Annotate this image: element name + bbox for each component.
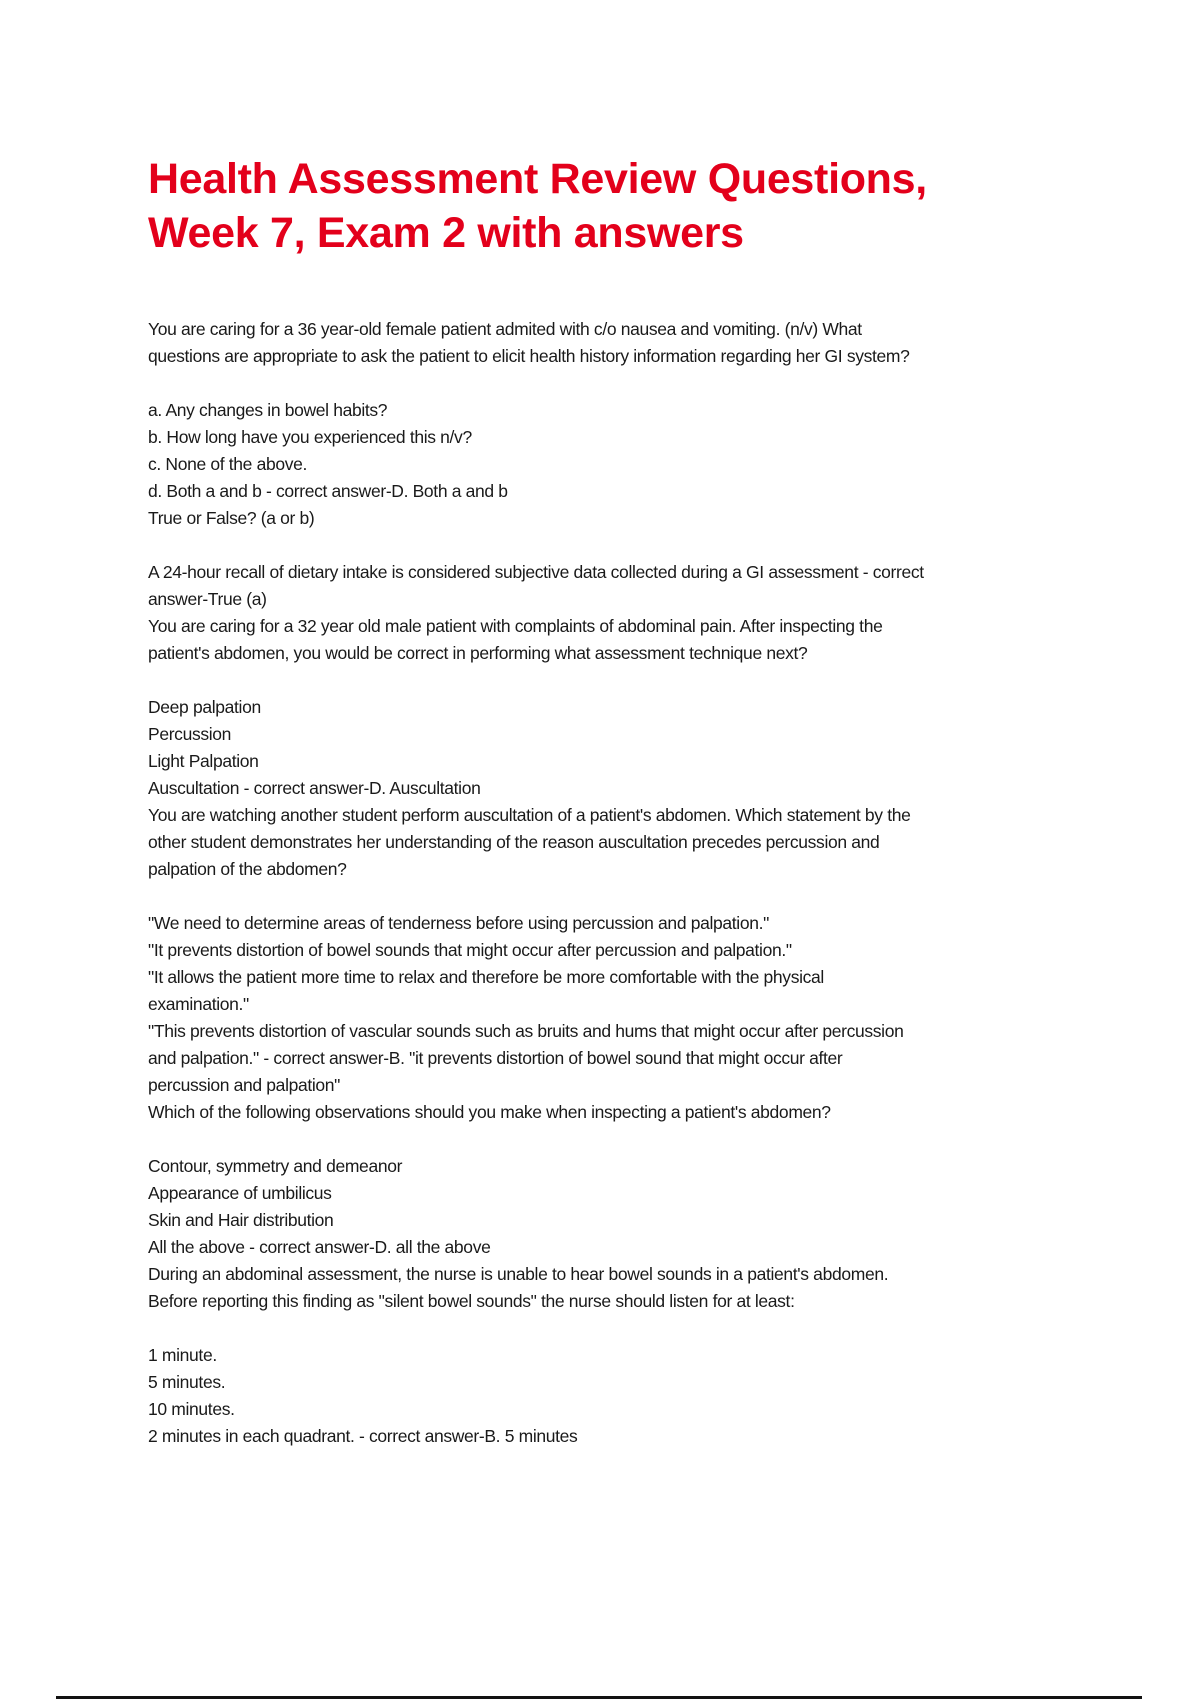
text-line: examination." <box>148 994 249 1014</box>
blank-line <box>148 667 1148 694</box>
blank-line <box>148 370 1148 397</box>
text-line: Percussion <box>148 724 232 744</box>
text-line: Skin and Hair distribution <box>148 1210 334 1230</box>
text-line: 1 minute. <box>148 1345 217 1365</box>
text-line: A 24-hour recall of dietary intake is considered subjective data collected during a GI assessment - correct <box>148 562 924 582</box>
text-line: and palpation." - correct answer-B. "it prevents distortion of bowel sound that might occur after <box>148 1048 843 1068</box>
text-line: other student demonstrates her understanding of the reason auscultation precedes percussion and <box>148 832 880 852</box>
text-line: 5 minutes. <box>148 1372 226 1392</box>
blank-line <box>148 883 1148 910</box>
text-line: c. None of the above. <box>148 454 308 474</box>
page-bottom-rule <box>56 1696 1142 1699</box>
text-line: You are watching another student perform auscultation of a patient's abdomen. Which statement by the <box>148 805 911 825</box>
text-line: a. Any changes in bowel habits? <box>148 400 388 420</box>
text-line: 10 minutes. <box>148 1399 235 1419</box>
title-line-1: Health Assessment Review Questions, <box>148 155 927 203</box>
text-line: All the above - correct answer-D. all the above <box>148 1237 491 1257</box>
text-line: You are caring for a 36 year-old female patient admited with c/o nausea and vomiting. (n/v) What <box>148 319 862 339</box>
document-title <box>148 152 927 260</box>
blank-line <box>148 1126 1148 1153</box>
text-line: questions are appropriate to ask the patient to elicit health history information regarding her GI system? <box>148 346 910 366</box>
text-line: percussion and palpation" <box>148 1075 341 1095</box>
blank-line <box>148 1315 1148 1342</box>
title-line-2: Week 7, Exam 2 with answers <box>148 209 744 257</box>
text-line: Deep palpation <box>148 697 261 717</box>
text-line: Before reporting this finding as "silent bowel sounds" the nurse should listen for at least: <box>148 1291 795 1311</box>
text-line: 2 minutes in each quadrant. - correct answer-B. 5 minutes <box>148 1426 578 1446</box>
text-line: "It allows the patient more time to relax and therefore be more comfortable with the physical <box>148 967 824 987</box>
text-line: palpation of the abdomen? <box>148 859 347 879</box>
text-line: "We need to determine areas of tenderness before using percussion and palpation." <box>148 913 769 933</box>
text-line: Contour, symmetry and demeanor <box>148 1156 403 1176</box>
document-body <box>148 316 1148 1450</box>
text-line: b. How long have you experienced this n/v? <box>148 427 472 447</box>
text-line: Which of the following observations should you make when inspecting a patient's abdomen? <box>148 1102 831 1122</box>
text-line: True or False? (a or b) <box>148 508 315 528</box>
text-line: During an abdominal assessment, the nurse is unable to hear bowel sounds in a patient's abdomen. <box>148 1264 889 1284</box>
text-line: Appearance of umbilicus <box>148 1183 332 1203</box>
text-line: "This prevents distortion of vascular sounds such as bruits and hums that might occur after percussion <box>148 1021 904 1041</box>
text-line: You are caring for a 32 year old male patient with complaints of abdominal pain. After inspecting the <box>148 616 883 636</box>
text-line: Auscultation - correct answer-D. Auscultation <box>148 778 481 798</box>
text-line: answer-True (a) <box>148 589 267 609</box>
text-line: patient's abdomen, you would be correct in performing what assessment technique next? <box>148 643 808 663</box>
blank-line <box>148 532 1148 559</box>
text-line: Light Palpation <box>148 751 259 771</box>
text-line: d. Both a and b - correct answer-D. Both a and b <box>148 481 508 501</box>
text-line: "It prevents distortion of bowel sounds that might occur after percussion and palpation." <box>148 940 792 960</box>
